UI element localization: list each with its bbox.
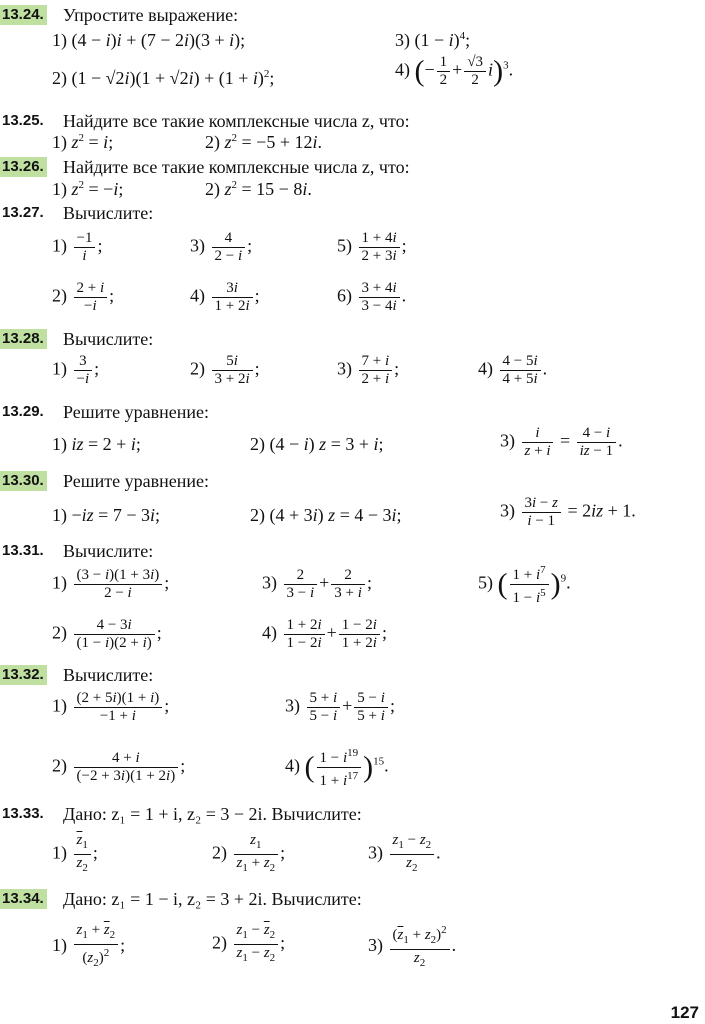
problem-number: 13.33. <box>2 805 44 822</box>
problem-number: 13.25. <box>2 112 44 129</box>
expression: 2) $z^2 = 15 - 8i$. <box>205 179 312 199</box>
expression: 5) $\frac{1 + 4i}{2 + 3i}$ ; <box>337 230 407 264</box>
problem-number: 13.31. <box>2 542 44 559</box>
expression: 4) (− $\frac{1}{2}$ + $\frac{√3}{2}$ i)$^3$. <box>395 54 514 88</box>
problem-heading: Вычислите: <box>63 541 154 561</box>
expression: 2) (4 + 3i) z = 4 − 3i; <box>250 505 402 525</box>
expression: 3) $\frac{z_1 - z_2}{\overline{z}_2}$ . <box>368 832 441 874</box>
problem-number: 13.30. <box>0 471 47 491</box>
problem-heading: Найдите все такие комплексные числа z, что: <box>63 111 410 131</box>
problem-heading: Упростите выражение: <box>63 5 239 25</box>
problem-number: 13.32. <box>0 665 47 685</box>
page-number: 127 <box>670 1003 699 1022</box>
problem-number: 13.34. <box>0 889 47 909</box>
problem-heading: Решите уравнение: <box>63 471 209 491</box>
expression: 1) $\frac{(2 + 5i)(1 + i)}{-1 + i}$ ; <box>52 690 170 724</box>
problem-number: 13.24. <box>0 5 47 25</box>
expression: 2) $\frac{2 + i}{-i}$ ; <box>52 280 115 314</box>
expression: 5) ( $\frac{1 + i^7}{1 - i^5}$ )$^9$. <box>478 564 571 606</box>
expression: 1) $\frac{\overline{z}_1}{z_2}$ ; <box>52 832 98 874</box>
expression: 3) $\frac{4}{2 - i}$ ; <box>190 230 253 264</box>
expression: 2) $\frac{4 - 3i}{(1 - i)(2 + i)}$ ; <box>52 617 162 651</box>
problem-number: 13.27. <box>2 204 44 221</box>
expression: 1) (4 − i)i + (7 − 2i)(3 + i); <box>52 30 246 50</box>
expression: 1) $\frac{-1}{i}$ ; <box>52 230 103 264</box>
expression: 1) $\frac{3}{-i}$ ; <box>52 353 100 387</box>
problem-number: 13.26. <box>0 157 47 177</box>
problem-number: 13.29. <box>2 403 44 420</box>
problem-heading: Вычислите: <box>63 203 154 223</box>
expression: 2) $\frac{z_1 - \overline{z}_2}{\overline{z}_1 - z_2}$ ; <box>212 922 286 964</box>
expression: 2) $z^2 = -5 + 12i$. <box>205 132 322 152</box>
expression: 2) $\frac{z_1}{\overline{z}_1 + z_2}$ ; <box>212 832 286 874</box>
expression: 3) $\frac{3i - z}{i - 1}$ = 2iz + 1. <box>500 495 636 529</box>
expression: 1) $z^2 = i$; <box>52 132 114 152</box>
expression: 3) $(1 - i)^4$; <box>395 30 471 50</box>
expression: 4) $\frac{1 + 2i}{1 - 2i}$ + $\frac{1 - 2i}{1 + 2i}$ ; <box>262 617 387 651</box>
expression: 3) $\frac{(\overline{z}_1 + z_2)^2}{z_2}$ . <box>368 924 457 969</box>
problem-number: 13.28. <box>0 329 47 349</box>
expression: 3) $\frac{2}{3 - i}$ + $\frac{2}{3 + i}$ ; <box>262 567 372 601</box>
expression: 3) $\frac{5 + i}{5 - i}$ + $\frac{5 - i}{5 + i}$ ; <box>285 690 395 724</box>
expression: 1) $\frac{z_1 + \overline{z}_2}{(z_2)^2}$ ; <box>52 922 126 969</box>
expression: 4) ( $\frac{1 - i^{19}}{1 + i^{17}}$ )$^{15}$. <box>285 747 389 789</box>
expression: 3) $\frac{i}{z + i}$ = $\frac{4 - i}{iz - 1}$ . <box>500 425 623 459</box>
problem-heading: Найдите все такие комплексные числа z, что: <box>63 157 410 177</box>
expression: 1) $\frac{(3 - i)(1 + 3i)}{2 - i}$ ; <box>52 567 170 601</box>
expression: 4) $\frac{4 - 5i}{4 + 5i}$ . <box>478 353 548 387</box>
expression: 2) (4 − i) z = 3 + i; <box>250 434 384 454</box>
problem-heading: Решите уравнение: <box>63 402 209 422</box>
expression: 2) $(1 - √2i)(1 + √2i) + (1 + i)^2$; <box>52 68 275 88</box>
expression: 3) $\frac{7 + i}{2 + i}$ ; <box>337 353 400 387</box>
problem-heading: Дано: z₁ = 1 − i, z₂ = 3 + 2i. Вычислите: <box>63 889 362 909</box>
expression: 6) $\frac{3 + 4i}{3 - 4i}$ . <box>337 280 407 314</box>
expression: 2) $\frac{4 + i}{(-2 + 3i)(1 + 2i)}$ ; <box>52 750 186 784</box>
problem-heading: Вычислите: <box>63 665 154 685</box>
expression: 1) iz = 2 + i; <box>52 434 141 454</box>
problem-heading: Дано: z₁ = 1 + i, z₂ = 3 − 2i. Вычислите: <box>63 804 362 824</box>
problem-heading: Вычислите: <box>63 329 154 349</box>
expression: 4) $\frac{3i}{1 + 2i}$ ; <box>190 280 260 314</box>
expression: 2) $\frac{5i}{3 + 2i}$ ; <box>190 353 260 387</box>
expression: 1) −iz = 7 − 3i; <box>52 505 161 525</box>
expression: 1) $z^2 = -i$; <box>52 179 124 199</box>
